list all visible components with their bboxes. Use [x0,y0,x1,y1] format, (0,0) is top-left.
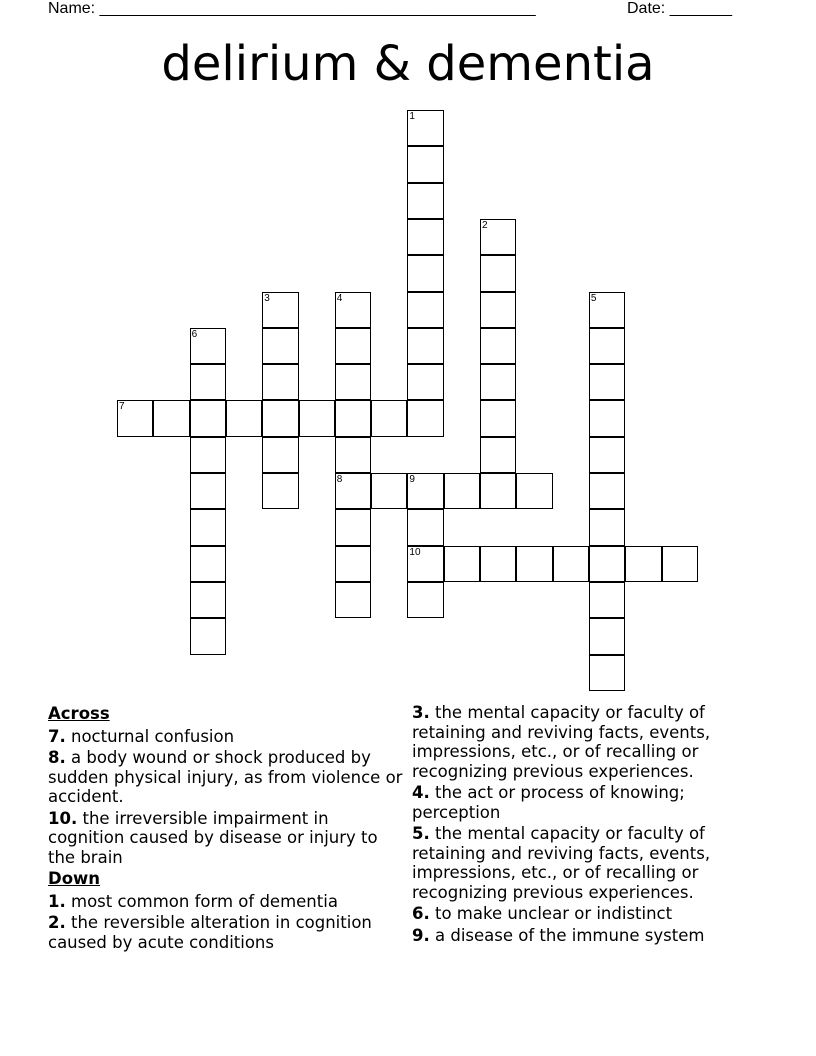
crossword-cell[interactable] [190,509,226,545]
crossword-cell[interactable] [335,473,371,509]
clue-text: the mental capacity or faculty of retaining and reviving facts, events, impressions, etc., or of recalling or recognizing previous experiences. [412,824,711,902]
clue-text: a body wound or shock produced by sudden physical injury, as from violence or accident. [48,748,403,806]
across-heading: Across [48,704,110,723]
crossword-cell[interactable] [262,292,298,328]
crossword-cell[interactable] [407,328,443,364]
crossword-cell[interactable] [262,400,298,436]
crossword-cell[interactable] [480,473,516,509]
crossword-cell[interactable] [407,146,443,182]
clue-number: 3. [412,703,430,722]
crossword-cell[interactable] [262,473,298,509]
clue-number: 5. [412,824,430,843]
cell-number: 9 [409,474,415,485]
crossword-cell[interactable] [335,546,371,582]
crossword-cell[interactable] [589,292,625,328]
crossword-cell[interactable] [407,400,443,436]
crossword-cell[interactable] [190,400,226,436]
crossword-cell[interactable] [407,255,443,291]
crossword-cell[interactable] [516,546,552,582]
crossword-cell[interactable] [335,509,371,545]
crossword-cell[interactable] [480,328,516,364]
crossword-cell[interactable] [407,509,443,545]
crossword-cell[interactable] [190,582,226,618]
cell-number: 5 [590,292,597,304]
crossword-cell[interactable] [662,546,698,582]
clue-text: the act or process of knowing; perception [412,783,685,822]
cell-number: 8 [336,474,343,485]
clue-number: 2. [48,913,66,932]
crossword-cell[interactable] [190,364,226,400]
crossword-cell[interactable] [407,110,443,146]
clue-text: the reversible alteration in cognition caused by acute conditions [48,913,372,952]
crossword-cell[interactable] [407,582,443,618]
crossword-cell[interactable] [407,292,443,328]
down-heading: Down [48,869,101,888]
crossword-cell[interactable] [335,328,371,364]
cell-number: 4 [336,292,343,304]
crossword-cell[interactable] [190,328,226,364]
crossword-cell[interactable] [553,546,589,582]
clue-text: a disease of the immune system [435,925,705,945]
clue-number: 8. [48,748,66,767]
clue-across-8 [48,748,408,807]
crossword-cell[interactable] [444,473,480,509]
crossword-cell[interactable] [589,400,625,436]
crossword-cell[interactable] [625,546,661,582]
clue-number: 4. [412,783,430,802]
name-field: Name: _________________________________________________ [48,0,536,17]
clue-across-7 [48,727,408,747]
crossword-cell[interactable] [262,364,298,400]
clue-number: 6. [412,904,430,923]
crossword-cell[interactable] [262,437,298,473]
crossword-cell[interactable] [589,364,625,400]
crossword-cell[interactable] [371,473,407,509]
crossword-cell[interactable] [589,546,625,582]
cell-number: 10 [409,546,421,558]
crossword-cell[interactable] [190,437,226,473]
crossword-cell[interactable] [589,473,625,509]
crossword-cell[interactable] [589,582,625,618]
date-field: Date: _______ [627,0,732,17]
clue-down-6 [412,904,772,924]
cell-number: 7 [119,401,125,413]
crossword-cell[interactable] [516,473,552,509]
crossword-cell[interactable] [407,473,443,509]
crossword-cell[interactable] [480,292,516,328]
clues-left-column [48,703,408,954]
clue-down-1 [48,892,408,912]
clue-down-3 [412,703,772,781]
crossword-cell[interactable] [480,364,516,400]
crossword-cell[interactable] [335,364,371,400]
crossword-cell[interactable] [407,364,443,400]
clue-text: to make unclear or indistinct [435,904,673,923]
crossword-cell[interactable] [190,546,226,582]
cell-number: 3 [264,292,270,304]
crossword-cell[interactable] [335,292,371,328]
crossword-cell[interactable] [589,437,625,473]
clue-text: the irreversible impairment in cognition caused by disease or injury to the brain [48,808,378,867]
clue-number: 7. [48,726,66,746]
clue-down-4 [412,783,772,822]
crossword-cell[interactable] [589,328,625,364]
crossword-cell[interactable] [226,400,262,436]
clue-number: 1. [48,891,66,911]
crossword-cell[interactable] [190,473,226,509]
crossword-cell[interactable] [407,546,443,582]
clue-text: nocturnal confusion [71,726,235,746]
cell-number: 2 [482,219,488,231]
crossword-cell[interactable] [480,255,516,291]
crossword-cell[interactable] [480,219,516,255]
cell-number: 6 [191,328,198,340]
clue-number: 10. [48,808,78,828]
crossword-cell[interactable] [407,219,443,255]
crossword-cell[interactable] [335,400,371,436]
crossword-cell[interactable] [371,400,407,436]
clue-across-10 [48,809,408,868]
crossword-cell[interactable] [117,400,153,436]
crossword-cell[interactable] [589,655,625,691]
crossword-cell[interactable] [444,546,480,582]
clue-down-5 [412,824,772,902]
page-title: delirium & dementia [161,36,655,92]
cell-number: 1 [409,111,415,122]
crossword-cell[interactable] [262,328,298,364]
clue-down-2 [48,913,408,952]
crossword-cell[interactable] [335,582,371,618]
clue-text: the mental capacity or faculty of retaining and reviving facts, events, impressions, etc., or of recalling or recognizing previous experiences. [412,703,711,781]
crossword-cell[interactable] [335,437,371,473]
clue-down-9 [412,926,772,946]
clue-number: 9. [412,925,430,945]
crossword-cell[interactable] [480,546,516,582]
clues-right-column [412,703,772,947]
clue-text: most common form of dementia [71,891,338,911]
crossword-cell[interactable] [589,618,625,654]
crossword-cell[interactable] [190,618,226,654]
crossword-cell[interactable] [407,183,443,219]
crossword-cell[interactable] [299,400,335,436]
crossword-cell[interactable] [589,509,625,545]
crossword-cell[interactable] [153,400,189,436]
crossword-cell[interactable] [480,400,516,436]
crossword-cell[interactable] [480,437,516,473]
